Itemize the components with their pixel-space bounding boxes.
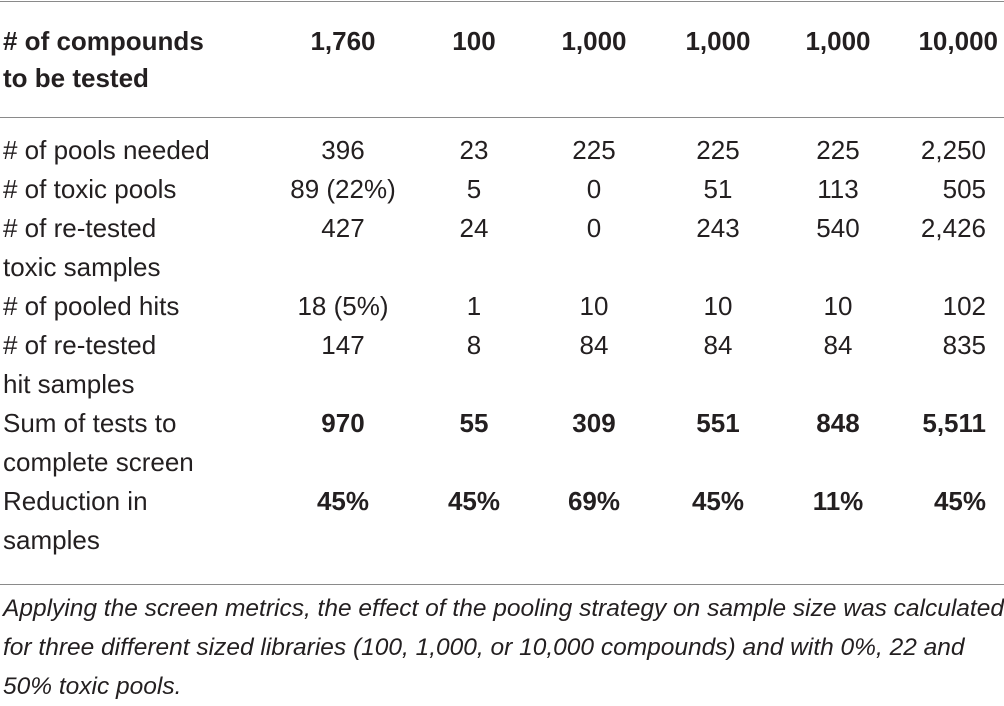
table-cell: 69% <box>567 486 621 516</box>
table-cell: 225 <box>572 135 616 165</box>
table-cell: 55 <box>459 408 489 438</box>
table-cell: 505 <box>942 174 986 204</box>
header-label-line1: # of compounds <box>3 26 204 56</box>
bottom-rule <box>0 584 1004 585</box>
header-col-1: 1,760 <box>310 26 376 56</box>
table-cell: 243 <box>696 213 740 243</box>
table-cell: 10 <box>823 291 853 321</box>
row-label: Sum of tests to complete screen <box>3 408 194 477</box>
row-label: # of pools needed <box>3 135 210 165</box>
row-label: # of toxic pools <box>3 174 177 204</box>
table-cell: 309 <box>572 408 616 438</box>
header-label-line2: to be tested <box>3 63 149 93</box>
table-row <box>0 287 1004 326</box>
table-cell: 0 <box>586 213 602 243</box>
table-cell: 84 <box>579 330 609 360</box>
row-label: # of re-tested toxic samples <box>3 213 161 282</box>
table-cell: 24 <box>459 213 489 243</box>
row-label: # of re-tested hit samples <box>3 330 157 399</box>
table-row <box>0 170 1004 209</box>
table-cell: 11% <box>812 486 864 516</box>
header-row <box>0 0 1004 119</box>
table-cell: 5 <box>466 174 482 204</box>
table-cell: 45% <box>316 486 370 516</box>
table-cell: 2,426 <box>920 213 986 243</box>
table-row <box>0 131 1004 170</box>
table-cell: 45% <box>933 486 986 516</box>
table-cell: 970 <box>321 408 365 438</box>
table-cell: 835 <box>942 330 986 360</box>
table-cell: 2,250 <box>920 135 986 165</box>
row-label: Reduction in samples <box>3 486 148 555</box>
header-label <box>0 0 258 119</box>
table-cell: 5,511 <box>922 408 986 438</box>
table-cell: 18 (5%) <box>297 291 389 321</box>
header-col-3: 1,000 <box>561 26 627 56</box>
table-cell: 84 <box>703 330 733 360</box>
table-cell: 848 <box>816 408 860 438</box>
table-cell: 1 <box>466 291 482 321</box>
table-cell: 0 <box>586 174 602 204</box>
table-cell: 45% <box>447 486 501 516</box>
table-cell: 10 <box>703 291 733 321</box>
table-cell: 225 <box>696 135 740 165</box>
header-col-2: 100 <box>452 26 496 56</box>
table-cell: 113 <box>817 174 859 204</box>
table-body <box>0 119 1004 560</box>
table-cell: 540 <box>816 213 860 243</box>
table-row <box>0 326 1004 404</box>
table-header <box>0 0 1004 119</box>
table-cell: 89 (22%) <box>290 174 396 204</box>
header-col-4: 1,000 <box>685 26 751 56</box>
table-row <box>0 482 1004 560</box>
table-cell: 551 <box>696 408 740 438</box>
table-cell: 10 <box>579 291 609 321</box>
header-col-6: 10,000 <box>918 26 998 56</box>
table-row <box>0 404 1004 482</box>
table-cell: 8 <box>466 330 482 360</box>
header-col-5: 1,000 <box>805 26 871 56</box>
table-cell: 147 <box>321 330 365 360</box>
table-cell: 427 <box>321 213 365 243</box>
table-row <box>0 209 1004 287</box>
table-cell: 84 <box>823 330 853 360</box>
table-footnote: Applying the screen metrics, the effect of the pooling strategy on sample size was calculated for three different sized libraries (100, 1,000, or 10,000 compounds) and with 0%, 22 and 50% toxic pools. <box>3 595 1004 700</box>
table-cell: 102 <box>942 291 986 321</box>
row-label: # of pooled hits <box>3 291 180 321</box>
table-cell: 225 <box>816 135 860 165</box>
table-cell: 45% <box>691 486 745 516</box>
table-cell: 23 <box>459 135 489 165</box>
table-cell: 51 <box>703 174 733 204</box>
table-cell: 396 <box>321 135 365 165</box>
